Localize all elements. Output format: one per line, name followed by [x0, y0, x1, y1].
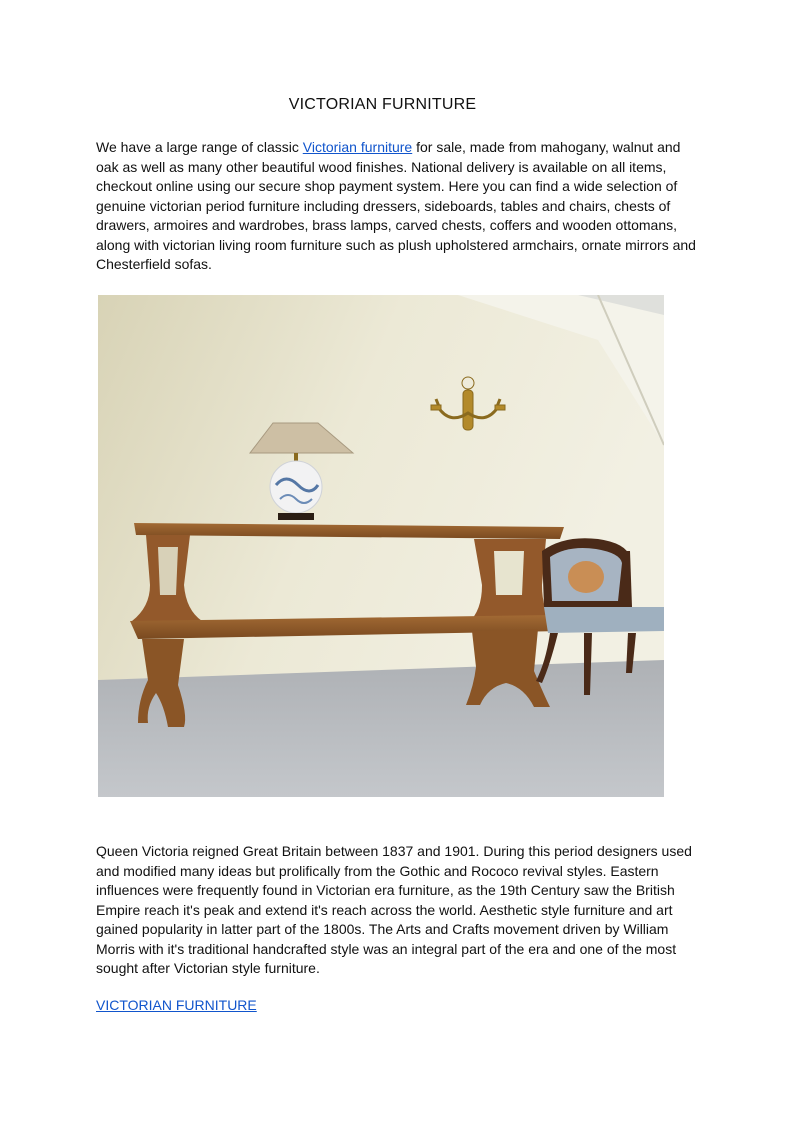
history-paragraph: Queen Victoria reigned Great Britain between 1837 and 1901. During this period designers used and modified many ideas but prolifically from the Gothic and Rococo revival styles. Eastern influences were frequently found in Victorian era furniture, as the 19th Century saw the British Empire reach it's peak and extend it's reach across the world. Aesthetic style furniture and art gained popularity in latter part of the 1800s. The Arts and Crafts movement driven by William Morris with it's traditional handcrafted style was an integral part of the era and one of the most sought after Victorian style furniture. [96, 843, 692, 976]
intro-text-after: for sale, made from mahogany, walnut and oak as well as many other beautiful wood finishes. National delivery is available on all items, checkout online using our secure shop payment system. Here you can find a wide selection of genuine victorian period furniture including dressers, sideboards, tables and chairs, chests of drawers, armoires and wardrobes, brass lamps, carved chests, coffers and wooden ottomans, along with victorian living room furniture such as plush upholstered armchairs, ornate mirrors and Chesterfield sofas. [96, 139, 696, 272]
intro-paragraph [96, 138, 696, 275]
furniture-photo [98, 295, 664, 797]
page-title: VICTORIAN FURNITURE [288, 96, 477, 113]
victorian-furniture-footer-link[interactable]: VICTORIAN FURNITURE [96, 997, 257, 1013]
intro-text-before: We have a large range of classic [96, 139, 303, 155]
victorian-furniture-link[interactable]: Victorian furniture [302, 139, 413, 155]
